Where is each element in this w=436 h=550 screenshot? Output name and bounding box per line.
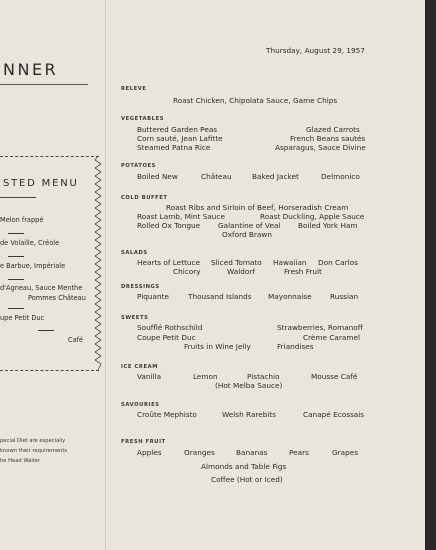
menu-item: Sliced Tomato <box>211 258 262 267</box>
set-menu-rule <box>0 197 36 198</box>
menu-item: Hearts of Lettuce <box>137 258 201 267</box>
menu-item: Roast Chicken, Chipolata Sauce, Game Chips <box>173 96 338 105</box>
menu-item: Fresh Fruit <box>284 267 322 276</box>
set-menu-item: Café <box>68 336 84 344</box>
menu-item: Oranges <box>184 448 215 457</box>
menu-item: Canapé Ecossais <box>303 410 365 419</box>
section-heading-releve: RELEVE <box>121 86 147 92</box>
menu-item: Strawberries, Romanoff <box>277 323 363 332</box>
set-menu-item: Melon frappé <box>0 216 44 224</box>
menu-item: Pistachio <box>247 372 280 381</box>
menu-item: Piquante <box>137 292 169 301</box>
set-menu-item: e Barbue, Impériale <box>0 262 66 270</box>
menu-item: Lemon <box>193 372 218 381</box>
set-menu-item: upe Petit Duc <box>0 314 45 322</box>
menu-item: Rolled Ox Tongue <box>137 221 201 230</box>
menu-item: Mousse Café <box>311 372 358 381</box>
section-heading-dressings: DRESSINGS <box>121 284 160 290</box>
menu-item: Soufflé Rothschild <box>137 323 203 332</box>
menu-item: (Hot Melba Sauce) <box>215 381 283 390</box>
menu-item: French Beans sautés <box>290 134 366 143</box>
menu-item: Hawaiian <box>273 258 307 267</box>
menu-item: Don Carlos <box>318 258 358 267</box>
menu-item: Welsh Rarebits <box>222 410 277 419</box>
menu-box-top-border <box>0 156 99 157</box>
menu-item: Corn sauté, Jean Lafitte <box>137 134 223 143</box>
menu-item: Roast Lamb, Mint Sauce <box>137 212 225 221</box>
menu-item: Pears <box>289 448 309 457</box>
menu-item: Vanilla <box>137 372 162 381</box>
menu-item: Galantine of Veal <box>218 221 281 230</box>
diet-note-line: known their requirements <box>0 448 68 454</box>
menu-item: Glazed Carrots <box>306 125 360 134</box>
menu-item: Boiled York Ham <box>298 221 358 230</box>
title-fragment: NNER <box>3 60 59 79</box>
section-heading-vegetables: VEGETABLES <box>121 116 165 122</box>
set-menu-item: Pommes Château <box>28 294 86 302</box>
item-divider <box>8 233 24 234</box>
item-divider <box>8 279 24 280</box>
menu-item: Asparagus, Sauce Divine <box>275 143 366 152</box>
section-heading-sweets: SWEETS <box>121 315 149 321</box>
menu-box-right-border <box>94 156 102 371</box>
diet-note-line: he Head Waiter <box>0 458 41 464</box>
menu-item: Delmonico <box>321 172 360 181</box>
menu-item: Roast Duckling, Apple Sauce <box>260 212 365 221</box>
set-menu-item: de Volaille, Créole <box>0 239 60 247</box>
menu-box-bottom-border <box>0 370 99 371</box>
menu-item: Baked Jacket <box>252 172 299 181</box>
set-menu-heading: STED MENU <box>3 178 79 189</box>
menu-item: Steamed Patna Rice <box>137 143 211 152</box>
section-heading-cold-buffet: COLD BUFFET <box>121 195 168 201</box>
menu-item: Apples <box>137 448 162 457</box>
menu-item: Coffee (Hot or Iced) <box>211 475 283 484</box>
menu-item: Château <box>201 172 232 181</box>
item-divider <box>8 308 24 309</box>
diet-note-line: pecial Diet are especially <box>0 438 66 444</box>
menu-item: Mayonnaise <box>268 292 312 301</box>
menu-item: Boiled New <box>137 172 178 181</box>
menu-item: Russian <box>330 292 359 301</box>
menu-item: Thousand Islands <box>188 292 252 301</box>
menu-item: Oxford Brawn <box>222 230 272 239</box>
item-divider <box>8 256 24 257</box>
section-heading-ice-cream: ICE CREAM <box>121 364 159 370</box>
menu-item: Waldorf <box>227 267 255 276</box>
page-edge-shadow <box>425 0 436 550</box>
menu-item: Fruits in Wine Jelly <box>184 342 251 351</box>
section-heading-savouries: SAVOURIES <box>121 402 160 408</box>
menu-item: Croûte Mephisto <box>137 410 197 419</box>
menu-item: Buttered Garden Peas <box>137 125 218 134</box>
page-fold <box>105 0 106 550</box>
menu-item: Coupe Petit Duc <box>137 333 196 342</box>
menu-item: Almonds and Table Figs <box>201 462 287 471</box>
menu-item: Crème Caramel <box>303 333 361 342</box>
menu-item: Grapes <box>332 448 359 457</box>
item-divider <box>38 330 54 331</box>
set-menu-item: d'Agneau, Sauce Menthe <box>0 284 83 292</box>
menu-date: Thursday, August 29, 1957 <box>266 46 365 55</box>
section-heading-potatoes: POTATOES <box>121 163 156 169</box>
menu-item: Roast Ribs and Sirloin of Beef, Horseradish Cream <box>166 203 349 212</box>
menu-item: Bananas <box>236 448 268 457</box>
section-heading-salads: SALADS <box>121 250 148 256</box>
section-heading-fresh-fruit: FRESH FRUIT <box>121 439 166 445</box>
menu-item: Friandises <box>277 342 314 351</box>
title-rule <box>0 84 88 85</box>
menu-item: Chicory <box>173 267 201 276</box>
